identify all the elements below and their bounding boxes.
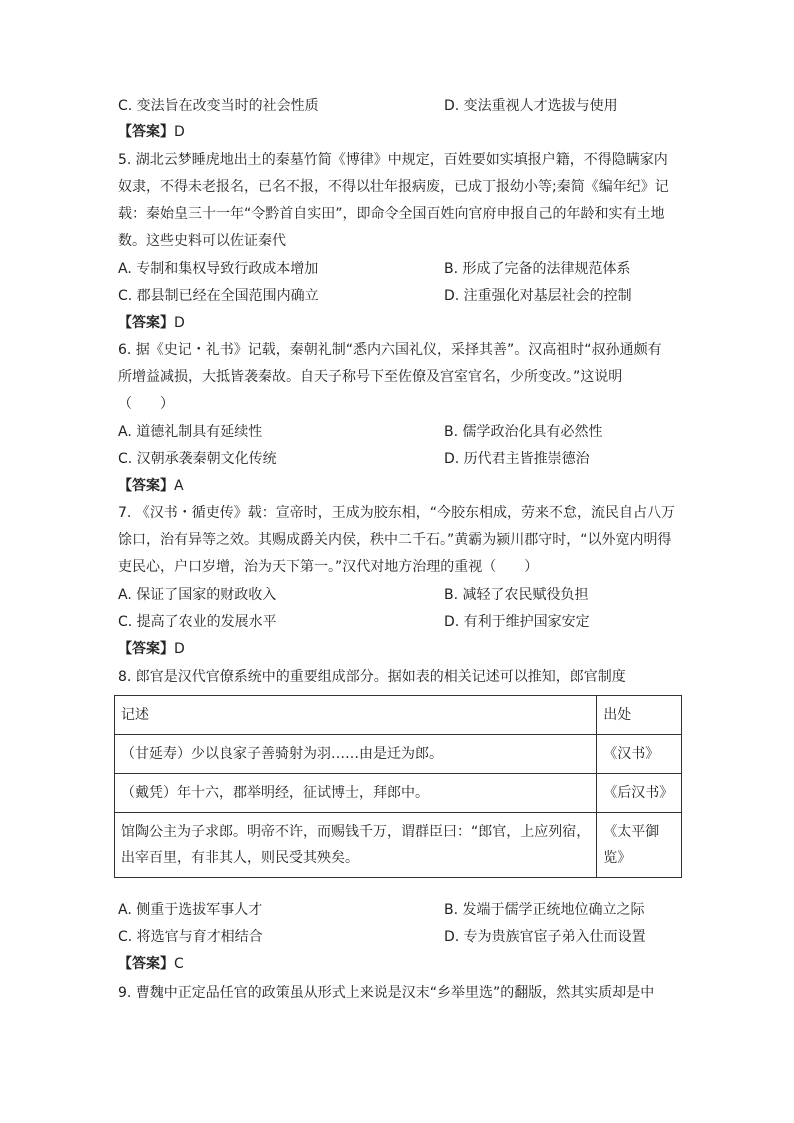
answer-label: 【答案】 (118, 315, 174, 331)
q6-option-c: C. 汉朝承袭秦朝文化传统 (118, 451, 277, 467)
q8-stem: 8. 郎官是汉代官僚系统中的重要组成部分。据如表的相关记述可以推知，郎官制度 (118, 669, 626, 685)
answer-value: D (174, 315, 185, 331)
q7-option-c: C. 提高了农业的发展水平 (118, 614, 277, 630)
table-cell-source: 《太平御览》 (597, 813, 682, 878)
q5-stem-line-4: 数。这些史料可以佐证秦代 (118, 233, 286, 249)
q4-option-d: D. 变法重视人才选拔与使用 (444, 98, 618, 114)
table-cell-record: （甘延寿）少以良家子善骑射为羽……由是迁为郎。 (115, 735, 597, 774)
q5-option-c: C. 郡县制已经在全国范围内确立 (118, 288, 319, 304)
answer-label: 【答案】 (118, 124, 174, 140)
table-header-row (115, 696, 682, 735)
table-row (115, 813, 682, 878)
q6-stem-line-2: 所增益减损，大抵皆袭秦故。自天子称号下至佐僚及宫室官名，少所变改。”这说明 (118, 369, 623, 385)
q8-answer (118, 954, 184, 974)
q8-option-d: D. 专为贵族官宦子弟入仕而设置 (444, 929, 646, 945)
q5-option-a: A. 专制和集权导致行政成本增加 (118, 261, 319, 277)
table-row (115, 774, 682, 813)
q7-option-a: A. 保证了国家的财政收入 (118, 587, 277, 603)
q7-answer (118, 639, 185, 659)
table-row (115, 735, 682, 774)
q4-option-c: C. 变法旨在改变当时的社会性质 (118, 98, 319, 114)
answer-value: A (174, 478, 184, 494)
answer-label: 【答案】 (118, 641, 174, 657)
q5-stem-line-1: 5. 湖北云梦睡虎地出土的秦墓竹简《博律》中规定，百姓要如实填报户籍，不得隐瞒家内 (118, 152, 668, 168)
q6-option-d: D. 历代君主皆推崇德治 (444, 451, 590, 467)
table-header-source: 出处 (597, 696, 682, 735)
answer-value: C (174, 956, 184, 972)
table-cell-source: 《汉书》 (597, 735, 682, 774)
q8-option-c: C. 将选官与育才相结合 (118, 929, 263, 945)
q4-answer (118, 122, 185, 142)
q5-stem-line-2: 奴隶，不得未老报名，已名不报，不得以壮年报病废，已成丁报幼小等;秦简《编年纪》记 (118, 179, 669, 195)
q7-option-d: D. 有利于维护国家安定 (444, 614, 590, 630)
q7-stem-line-2: 馀口，治有异等之效。其赐成爵关内侯，秩中二千石。”黄霸为颍川郡守时，“以外宽内明得 (118, 532, 672, 548)
q7-stem-line-1: 7. 《汉书・循吏传》载：宣帝时，王成为胶东相，“今胶东相成，劳来不怠，流民自占八万 (118, 505, 676, 521)
answer-label: 【答案】 (118, 478, 174, 494)
q5-answer (118, 313, 185, 333)
table-cell-record: 馆陶公主为子求郎。明帝不许，而赐钱千万，谓群臣曰：“郎官，上应列宿，出宰百里，有非其人，则民受其殃矣。 (115, 813, 597, 878)
q6-option-b: B. 儒学政治化具有必然性 (444, 424, 603, 440)
q5-stem-line-3: 载：秦始皇三十一年“令黔首自实田”，即命令全国百姓向官府申报自己的年龄和实有土地 (118, 206, 665, 222)
q8-option-b: B. 发端于儒学正统地位确立之际 (444, 902, 645, 918)
table-cell-source: 《后汉书》 (597, 774, 682, 813)
q6-option-a: A. 道德礼制具有延续性 (118, 424, 263, 440)
q5-option-b: B. 形成了完备的法律规范体系 (444, 261, 631, 277)
q8-option-a: A. 侧重于选拔军事人才 (118, 902, 263, 918)
q6-answer (118, 476, 184, 496)
q9-stem: 9. 曹魏中正定品任官的政策虽从形式上来说是汉末“乡举里选”的翻版，然其实质却是中 (118, 985, 655, 1001)
table-header-record: 记述 (115, 696, 597, 735)
answer-label: 【答案】 (118, 956, 174, 972)
answer-value: D (174, 124, 185, 140)
q7-option-b: B. 减轻了农民赋役负担 (444, 587, 589, 603)
q7-stem-line-3: 吏民心，户口岁增，治为天下第一。”汉代对地方治理的重视（ ） (118, 559, 539, 575)
records-table (114, 695, 682, 878)
table-cell-record: （戴凭）年十六，郡举明经，征试博士，拜郎中。 (115, 774, 597, 813)
answer-value: D (174, 641, 185, 657)
q6-stem-line-1: 6. 据《史记・礼书》记载，秦朝礼制“悉内六国礼仪，采择其善”。汉高祖时“叔孙通颇有 (118, 342, 662, 358)
q6-stem-line-3: （ ） (118, 396, 174, 412)
q5-option-d: D. 注重强化对基层社会的控制 (444, 288, 632, 304)
